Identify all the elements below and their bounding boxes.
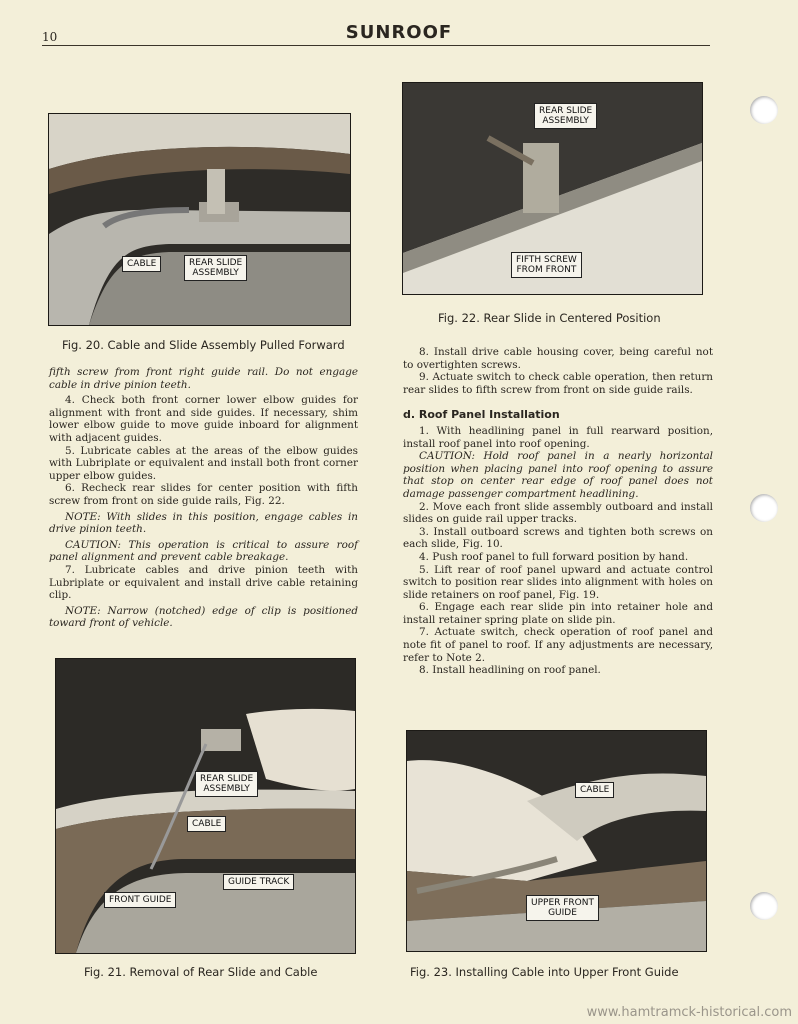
note-paragraph: NOTE: Narrow (notched) edge of clip is positioned toward front of vehicle.: [49, 604, 358, 630]
paragraph: 7. Lubricate cables and drive pinion teeth with Lubriplate or equivalent and install drive cable retaining clip.: [49, 563, 358, 602]
caution-paragraph: CAUTION: This operation is critical to assure roof panel alignment and prevent cable breakage.: [49, 538, 358, 564]
paragraph: 8. Install drive cable housing cover, being careful not to overtighten screws.: [403, 346, 713, 371]
figure-22-callout-fifth-screw: FIFTH SCREW FROM FRONT: [511, 252, 582, 278]
paragraph: 4. Push roof panel to full forward position by hand.: [419, 550, 689, 563]
paragraph: 1. With headlining panel in full rearward position, install roof panel into roof opening.: [403, 424, 713, 450]
paragraph: 6. Engage each rear slide pin into retainer hole and install retainer spring plate on slide pin.: [403, 601, 713, 626]
binder-hole-bottom: [750, 892, 778, 920]
paragraph: fifth screw from front right guide rail. Do not engage cable in drive pinion teeth.: [49, 366, 358, 391]
binder-hole-top: [750, 96, 778, 124]
figure-23-callout-cable: CABLE: [575, 782, 614, 798]
paragraph: 9. Actuate switch to check cable operation, then return rear slides to fifth screw from front on side guide rails.: [403, 371, 713, 396]
figure-22-callout-rear-slide: REAR SLIDE ASSEMBLY: [534, 103, 597, 129]
left-column-text: [49, 366, 358, 630]
figure-23-callout-upper-front-guide: UPPER FRONT GUIDE: [526, 895, 599, 921]
figure-20-callout-cable: CABLE: [122, 256, 161, 272]
paragraph: 2. Move each front slide assembly outboard and install slides on guide rail upper tracks.: [403, 500, 713, 526]
binder-hole-middle: [750, 494, 778, 522]
paragraph: 4. Check both front corner lower elbow guides for alignment with front and side guides. If necessary, shim lower elbow guide to move guide inboard for alignment with adjacent guides.: [49, 394, 358, 444]
header-rule: [42, 45, 710, 46]
figure-20-photo: [48, 113, 351, 326]
figure-21-callout-rear-slide: REAR SLIDE ASSEMBLY: [195, 771, 258, 797]
paragraph: 7. Actuate switch, check operation of roof panel and note fit of panel to roof. If any adjustments are necessary, refer to Note 2.: [403, 626, 713, 664]
figure-21-caption: Fig. 21. Removal of Rear Slide and Cable: [84, 965, 318, 979]
note-paragraph: NOTE: With slides in this position, engage cables in drive pinion teeth.: [49, 510, 358, 536]
right-column-text: [403, 346, 713, 677]
figure-20-caption: Fig. 20. Cable and Slide Assembly Pulled Forward: [62, 338, 345, 352]
figure-23-caption: Fig. 23. Installing Cable into Upper Front Guide: [410, 965, 679, 979]
section-heading: d. Roof Panel Installation: [403, 408, 560, 422]
figure-21-callout-cable: CABLE: [187, 816, 226, 832]
paragraph: 6. Recheck rear slides for center position with fifth screw from front on side guide rails, Fig. 22.: [49, 482, 358, 507]
figure-20-callout-rear-slide: REAR SLIDE ASSEMBLY: [184, 255, 247, 281]
figure-22-caption: Fig. 22. Rear Slide in Centered Position: [438, 311, 661, 325]
paragraph: 5. Lubricate cables at the areas of the elbow guides with Lubriplate or equivalent and install both front corner upper elbow guides.: [49, 444, 358, 482]
watermark: www.hamtramck-historical.com: [586, 1005, 792, 1020]
paragraph: 3. Install outboard screws and tighten both screws on each slide, Fig. 10.: [403, 525, 713, 551]
caution-paragraph: CAUTION: Hold roof panel in a nearly horizontal position when placing panel into roof opening to assure that stop on center rear edge of roof panel does not damage passenger compartment headlining.: [403, 450, 713, 500]
figure-21-callout-front-guide: FRONT GUIDE: [104, 892, 176, 908]
paragraph: 8. Install headlining on roof panel.: [419, 664, 601, 677]
page-number: 10: [42, 30, 58, 44]
page-title: SUNROOF: [345, 22, 453, 43]
figure-21-photo: [55, 658, 356, 954]
paragraph: 5. Lift rear of roof panel upward and actuate control switch to position rear slides into alignment with holes on slide retainers on roof panel, Fig. 19.: [403, 563, 713, 601]
figure-21-callout-guide-track: GUIDE TRACK: [223, 874, 294, 890]
